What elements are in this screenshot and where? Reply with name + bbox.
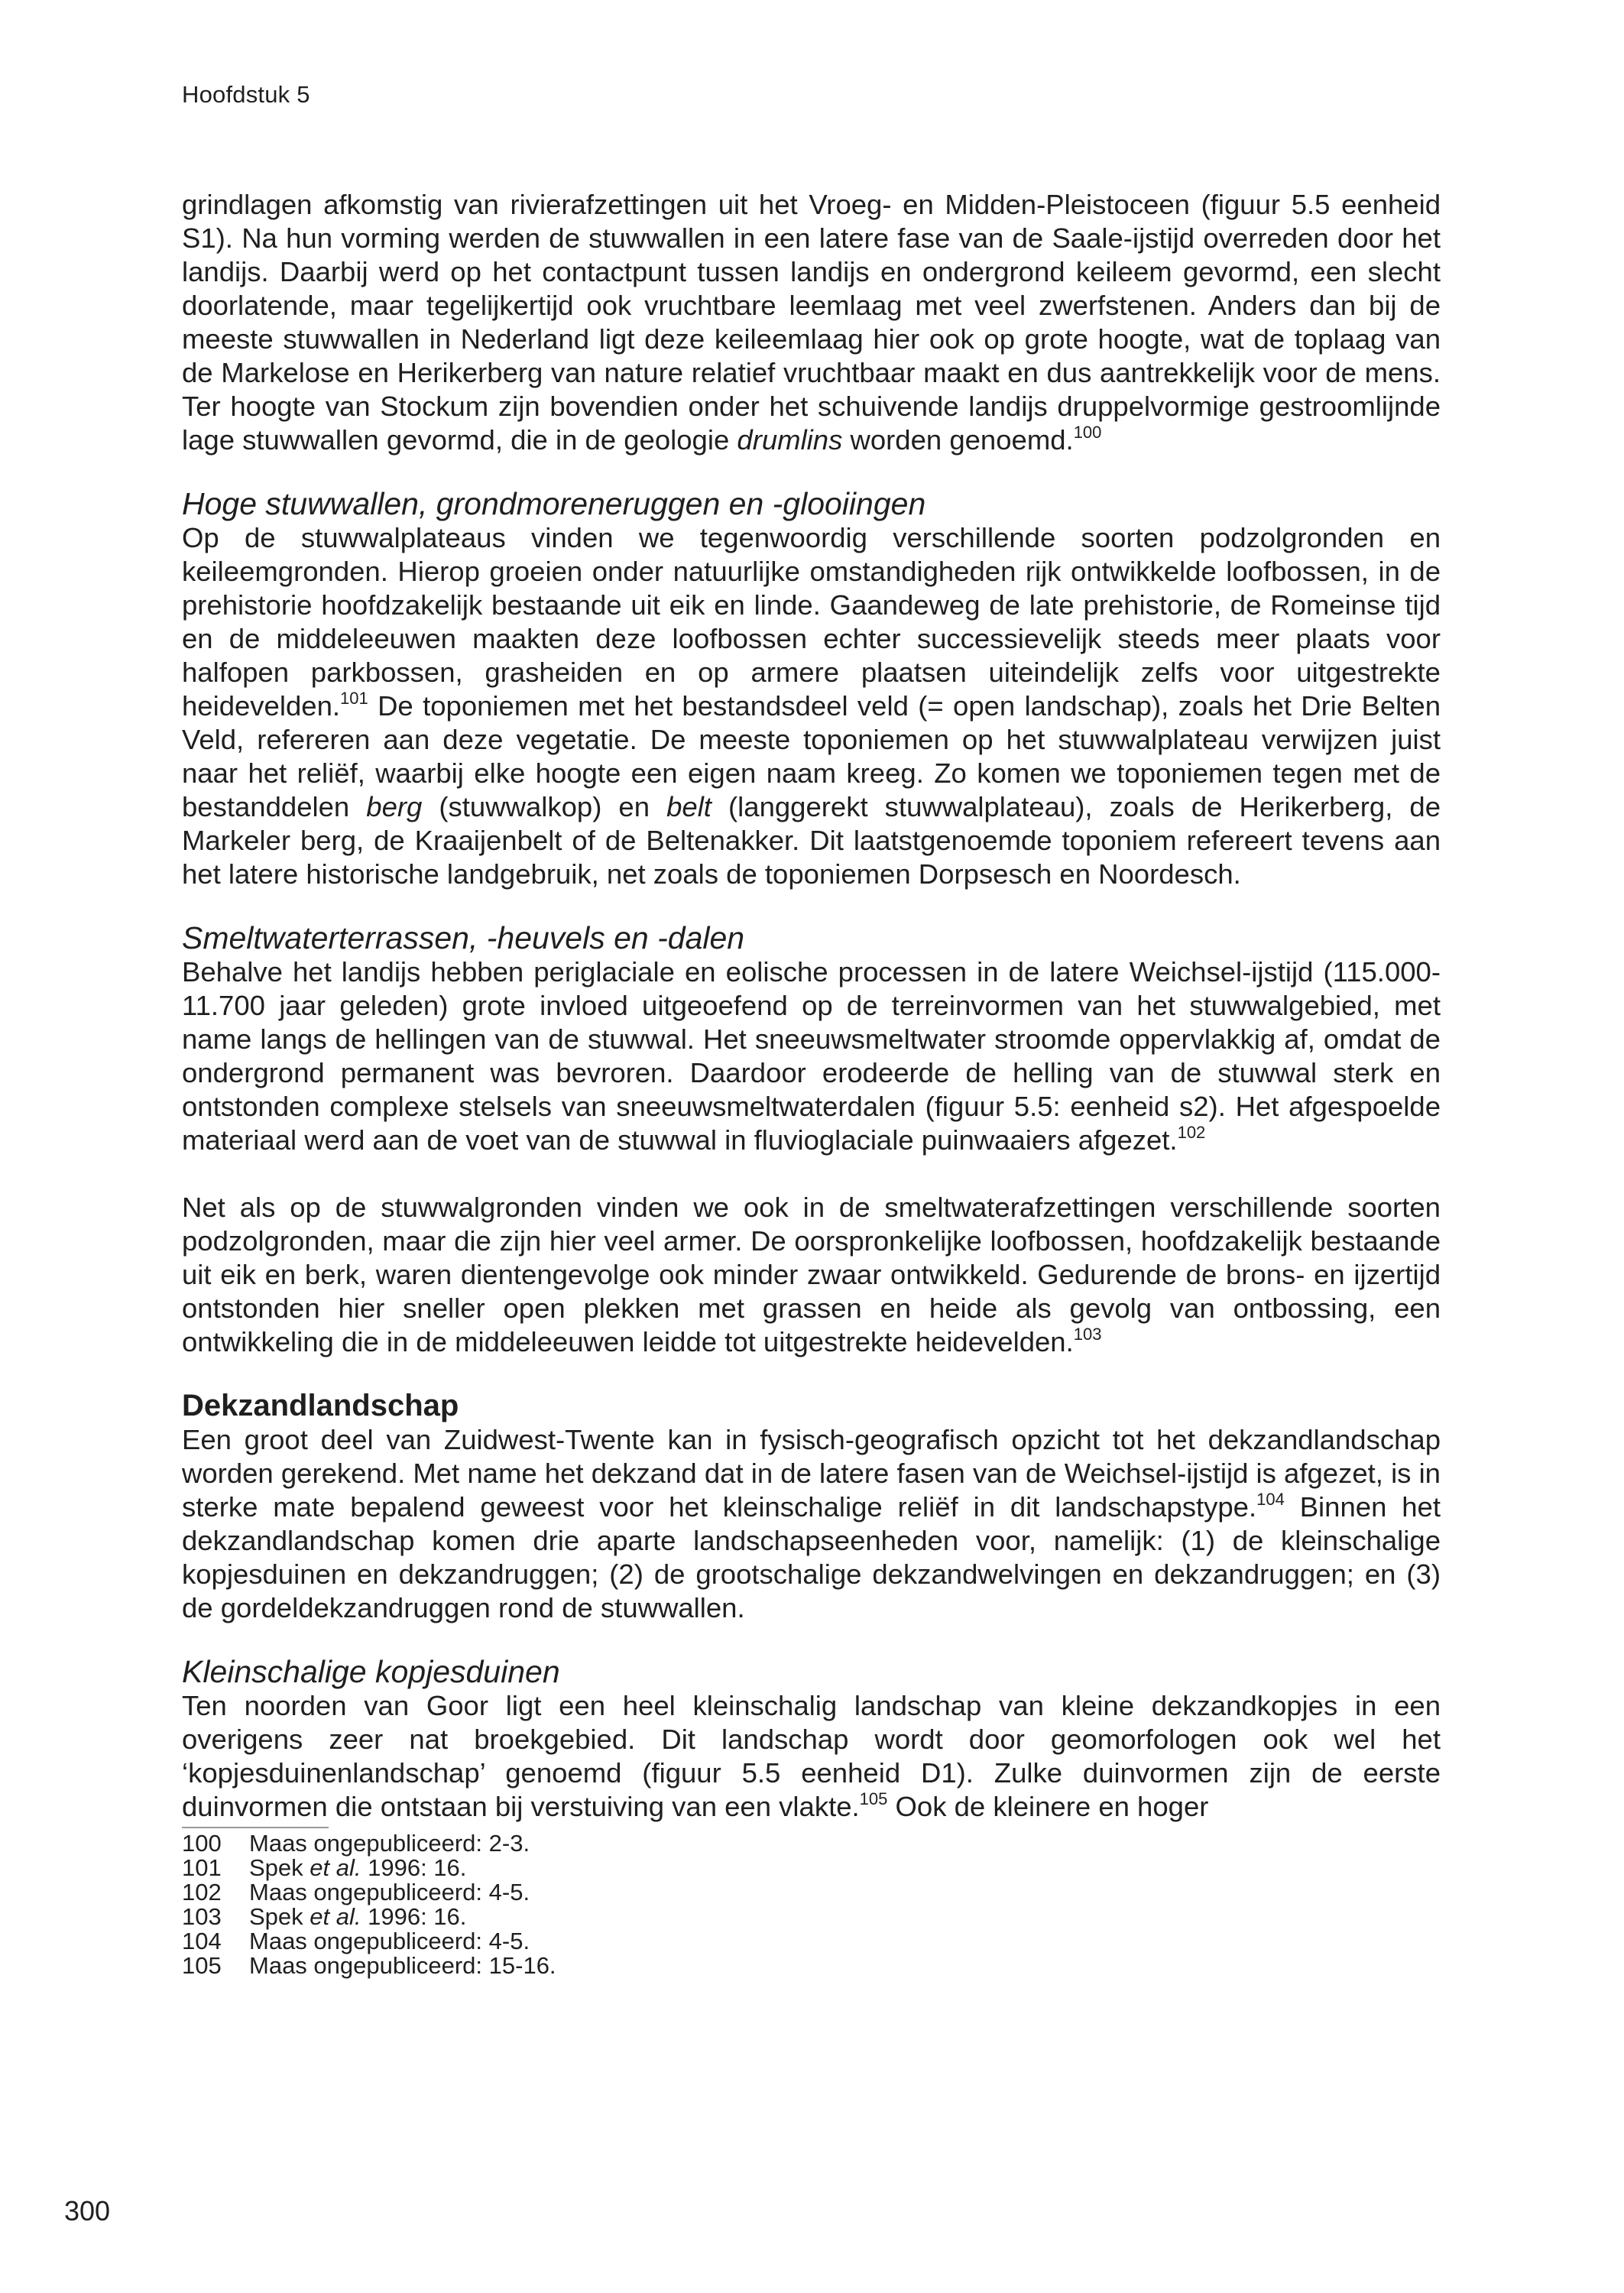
footnote-text: Maas ongepubliceerd: 4-5. [249, 1879, 530, 1905]
paragraph-landijs [182, 955, 1441, 1157]
footnote-ref[interactable]: 101 [340, 689, 368, 708]
footnote [182, 1905, 1441, 1929]
footnote-number: 102 [182, 1879, 222, 1905]
footnote-number: 104 [182, 1928, 222, 1954]
footnote [182, 1831, 1441, 1856]
heading-hoge-stuwwallen: Hoge stuwwallen, grondmoreneruggen en -glooiingen [182, 486, 926, 521]
footnote-number: 101 [182, 1854, 222, 1881]
text-run: Een groot deel van Zuidwest-Twente kan in fysisch-geografisch opzicht tot het dekzandlandschap worden gerekend. Met name het dekzand dat in de latere fasen van de Weichsel-ijstijd is afgezet, is in sterke mate bepalend geweest voor het kleinschalige reliëf in dit landschapstype. [182, 1424, 1441, 1523]
text-run: Ook de kleinere en hoger [887, 1791, 1209, 1822]
text-run: Net als op de stuwwalgronden vinden we ook in de smeltwaterafzettingen verschillende soorten podzolgronden, maar die zijn hier veel armer. De oorspronkelijke loofbossen, hoofdzakelijk bestaande uit eik en berk, waren dientengevolge ook minder zwaar ontwikkeld. Gedurende de brons- en ijzertijd ontstonden hier sneller open plekken met grassen en heide als gevolg van ontbossing, een ontwikkeling die in de middeleeuwen leidde tot uitgestrekte heidevelden. [182, 1192, 1441, 1357]
paragraph-stuwwalplateaus [182, 521, 1441, 891]
footnote [182, 1929, 1441, 1954]
italic-term: berg [366, 791, 423, 822]
text-run: grindlagen afkomstig van rivierafzettingen uit het Vroeg- en Midden-Pleistoceen (figuur 5.5 eenheid S1). Na hun vorming werden de stuwwallen in een latere fase van de Saale-ijstijd overreden door het landijs. Daarbij werd op het contactpunt tussen landijs en ondergrond keileem gevormd, een slecht doorlatende, maar tegelijkertijd ook vruchtbare leemlaag met veel zwerfstenen. Anders dan bij de meeste stuwwallen in Nederland ligt deze keileemlaag hier ook op grote hoogte, wat de toplaag van de Markelose en Herikerberg van nature relatief vruchtbaar maakt en dus aantrekkelijk voor de mens. Ter hoogte van Stockum zijn bovendien onder het schuivende landijs druppelvormige gestroomlijnde lage stuwwallen gevormd, die in de geologie [182, 189, 1441, 456]
footnotes [182, 1831, 1441, 1978]
heading-dekzandlandschap: Dekzandlandschap [182, 1389, 459, 1422]
text-run: (langgerekt stuwwalplateau), zoals de Herikerberg, de Markeler berg, de Kraaijenbelt of de Beltenakker. Dit laatstgenoemde toponiem refereert tevens aan het latere historische landgebruik, net zoals de toponiemen Dorpsesch en Noordesch. [182, 791, 1441, 890]
footnote-number: 105 [182, 1952, 222, 1979]
page-number: 300 [64, 2195, 111, 2227]
text-run: (stuwwalkop) en [422, 791, 667, 822]
footnote-ref[interactable]: 102 [1177, 1123, 1206, 1142]
footnote-text: Spek et al. 1996: 16. [249, 1903, 467, 1930]
paragraph-dekzand [182, 1423, 1441, 1625]
footnote-number: 100 [182, 1830, 222, 1857]
footnote [182, 1880, 1441, 1905]
footnote-ref[interactable]: 104 [1256, 1490, 1285, 1509]
running-head: Hoofdstuk 5 [182, 81, 310, 108]
paragraph-grindlagen [182, 188, 1441, 457]
text-run: De toponiemen met het bestandsdeel veld (= open landschap), zoals het Drie Belten Veld, refereren aan deze vegetatie. De meeste toponiemen op het stuwwalplateau verwijzen juist naar het reliëf, waarbij elke hoogte een eigen naam kreeg. Zo komen we toponiemen tegen met de bestanddelen [182, 690, 1441, 822]
text-run: worden genoemd. [842, 424, 1074, 456]
paragraph-smeltwaterafzettingen [182, 1191, 1441, 1359]
footnote-ref[interactable]: 100 [1073, 423, 1102, 442]
footnote [182, 1856, 1441, 1880]
footnote [182, 1954, 1441, 1978]
heading-kopjesduinen: Kleinschalige kopjesduinen [182, 1654, 560, 1689]
paragraph-goor [182, 1689, 1441, 1824]
italic-term: belt [666, 791, 712, 822]
footnote-ref[interactable]: 105 [859, 1789, 888, 1808]
main-content [182, 188, 1441, 1978]
text-run: Op de stuwwalplateaus vinden we tegenwoordig verschillende soorten podzolgronden en keileemgronden. Hierop groeien onder natuurlijke omstandigheden rijk ontwikkelde loofbossen, in de prehistorie hoofdzakelijk bestaande uit eik en linde. Gaandeweg de late prehistorie, de Romeinse tijd en de middeleeuwen maakten deze loofbossen echter successievelijk steeds meer plaats voor halfopen parkbossen, grasheiden en op armere plaatsen uiteindelijk zelfs voor uitgestrekte heidevelden. [182, 522, 1441, 722]
italic-term: drumlins [737, 424, 843, 456]
footnote-text: Spek et al. 1996: 16. [249, 1854, 467, 1881]
text-run: Ten noorden van Goor ligt een heel kleinschalig landschap van kleine dekzandkopjes in een overigens zeer nat broekgebied. Dit landschap wordt door geomorfologen ook wel het ‘kopjesduinenlandschap’ genoemd (figuur 5.5 eenheid D1). Zulke duinvormen zijn de eerste duinvormen die ontstaan bij verstuiving van een vlakte. [182, 1690, 1441, 1822]
footnote-text: Maas ongepubliceerd: 2-3. [249, 1830, 530, 1857]
footnote-ref[interactable]: 103 [1073, 1325, 1102, 1344]
footnote-text: Maas ongepubliceerd: 4-5. [249, 1928, 530, 1954]
footnote-divider [182, 1827, 329, 1828]
footnote-number: 103 [182, 1903, 222, 1930]
heading-smeltwaterterrassen: Smeltwaterterrassen, -heuvels en -dalen [182, 920, 745, 955]
text-run: Behalve het landijs hebben periglaciale en eolische processen in de latere Weichsel-ijstijd (115.000-11.700 jaar geleden) grote invloed uitgeoefend op de terreinvormen van het stuwwalgebied, met name langs de hellingen van de stuwwal. Het sneeuwsmeltwater stroomde oppervlakkig af, omdat de ondergrond permanent was bevroren. Daardoor erodeerde de helling van de stuwwal sterk en ontstonden complexe stelsels van sneeuwsmeltwaterdalen (figuur 5.5: eenheid s2). Het afgespoelde materiaal werd aan de voet van de stuwwal in fluvioglaciale puinwaaiers afgezet. [182, 956, 1441, 1156]
footnote-text: Maas ongepubliceerd: 15-16. [249, 1952, 556, 1979]
text-run: Binnen het dekzandlandschap komen drie aparte landschapseenheden voor, namelijk: (1) de kleinschalige kopjesduinen en dekzandruggen; (2) de grootschalige dekzandwelvingen en dekzandruggen; en (3) de gordeldekzandruggen rond de stuwwallen. [182, 1491, 1441, 1623]
